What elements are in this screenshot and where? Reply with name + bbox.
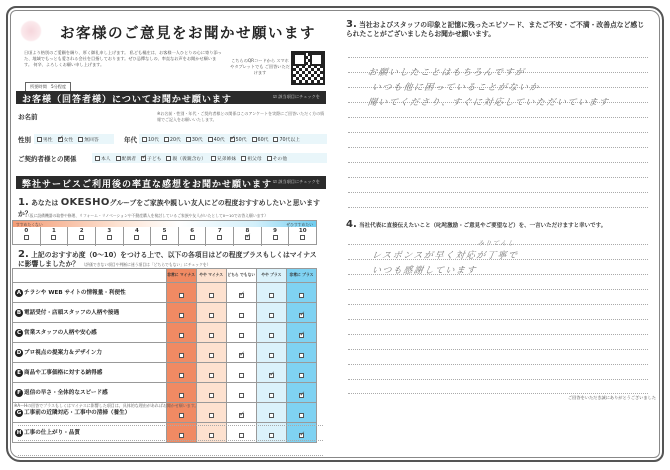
checkbox-checked[interactable] xyxy=(239,413,244,418)
checkbox[interactable] xyxy=(179,393,184,398)
q4-line[interactable] xyxy=(348,379,648,380)
score-option-5[interactable]: 5 xyxy=(151,227,179,246)
checkbox[interactable] xyxy=(299,413,304,418)
rating-cell[interactable] xyxy=(286,323,316,343)
rating-cell[interactable] xyxy=(256,323,286,343)
checkbox[interactable] xyxy=(209,353,214,358)
col-very-plus: 非常に プラス xyxy=(286,269,316,283)
q4-line[interactable] xyxy=(348,319,648,320)
item-label: G 工事前の近隣対応・工事中の清掃（養生） xyxy=(13,403,167,423)
relation-option-spouse[interactable]: 配偶者 xyxy=(116,155,136,162)
score-option-7[interactable]: 7 xyxy=(206,227,234,246)
checkbox[interactable] xyxy=(179,333,184,338)
letter-badge-icon: E xyxy=(15,369,23,377)
rating-cell[interactable] xyxy=(286,363,316,383)
rating-cell[interactable] xyxy=(286,303,316,323)
q4-line[interactable] xyxy=(348,393,648,394)
checkbox[interactable] xyxy=(179,293,184,298)
name-note: ※お名前・性別・年代・ご契約者様との関係はこのアンケートを実際にご回答いただく方の情報でご記入をお願いいたします。 xyxy=(157,111,325,122)
q3-line[interactable] xyxy=(348,192,648,193)
q4-handwriting-line-1: レスポンスが早く対応が丁寧で xyxy=(371,251,519,261)
relation-option-other[interactable]: その他 xyxy=(267,155,287,162)
score-option-2[interactable]: 2 xyxy=(68,227,96,246)
thank-you-note: ご回答をいただき誠にありがとうございました xyxy=(568,395,656,400)
checkbox[interactable] xyxy=(217,235,222,240)
score-option-8[interactable]: 8 ✓ xyxy=(234,227,262,246)
q3-line[interactable] xyxy=(348,132,648,133)
rating-cell[interactable] xyxy=(256,283,286,303)
rating-cell[interactable] xyxy=(226,343,256,363)
letter-badge-icon: C xyxy=(16,329,22,336)
intro-text: 日頃より格別のご愛顧を賜り、厚く御礼申し上げます。 私ども桶庄は、お客様一人ひとりの心に寄り添った、地域でもっとも愛される会社を目指しております。ぜひ忌憚なしの、率直なお声をお聞かせ願います。 何卒、よろしくお願い申し上げます。 xyxy=(24,50,222,68)
q3-line[interactable] xyxy=(348,177,648,178)
qr-code-icon[interactable] xyxy=(291,51,325,85)
rating-cell[interactable] xyxy=(196,383,226,403)
reason-line-1[interactable] xyxy=(18,425,323,426)
item-label: A チラシや WEB サイトの情報量・利便性 xyxy=(13,283,167,303)
q3-handwriting-line-1: お願いしたことはもちろんですが xyxy=(367,68,527,78)
checkbox-checked[interactable] xyxy=(230,137,235,142)
checkbox-checked[interactable] xyxy=(299,333,304,338)
checkbox[interactable] xyxy=(107,235,112,240)
reason-line-2[interactable] xyxy=(18,440,323,441)
q4-line[interactable] xyxy=(348,289,648,290)
check-note: ☑ 該当項目にチェックを xyxy=(273,179,320,185)
letter-badge-icon: F xyxy=(15,389,23,397)
rating-cell[interactable] xyxy=(166,283,196,303)
rating-cell[interactable] xyxy=(256,403,286,423)
col-minus: やや マイナス xyxy=(196,269,226,283)
checkbox[interactable] xyxy=(164,137,169,142)
age-option-30s[interactable]: 30代 xyxy=(186,136,203,143)
rating-cell[interactable] xyxy=(256,383,286,403)
matrix-header-row xyxy=(13,269,317,283)
checkbox[interactable] xyxy=(239,313,244,318)
rating-cell[interactable] xyxy=(166,303,196,323)
checkbox[interactable] xyxy=(239,393,244,398)
checkbox[interactable] xyxy=(209,293,214,298)
checkbox[interactable] xyxy=(24,235,29,240)
section-respondent-header xyxy=(16,91,326,104)
age-options xyxy=(139,134,327,144)
q2-subtext: （評価できない項目や判断に迷う項目は「どちらでもない」にチェックを） xyxy=(81,262,211,267)
checkbox[interactable] xyxy=(95,156,100,161)
checkbox[interactable] xyxy=(239,373,244,378)
q4-line[interactable] xyxy=(348,364,648,365)
checkbox[interactable] xyxy=(273,235,278,240)
table-row xyxy=(13,303,317,323)
recommend-score-scale xyxy=(12,220,317,245)
checkbox-checked[interactable] xyxy=(299,313,304,318)
rating-cell[interactable] xyxy=(196,303,226,323)
rating-cell[interactable] xyxy=(256,343,286,363)
checkbox[interactable] xyxy=(211,156,216,161)
q3-title: 3. 当社およびスタッフの印象と記憶に残ったエピソード、またご不安・ご不満・改善点など感じられたことがございましたらお聞かせ願います。 xyxy=(346,19,644,38)
checkbox[interactable] xyxy=(209,393,214,398)
q3-handwriting-line-3: 聞いてくださり、すぐに対応していただいています xyxy=(367,98,611,108)
rating-cell[interactable] xyxy=(166,323,196,343)
checkbox-checked[interactable] xyxy=(299,433,304,438)
letter-badge-icon: G xyxy=(16,409,22,416)
age-option-40s[interactable]: 40代 xyxy=(208,136,225,143)
checkbox[interactable] xyxy=(209,313,214,318)
checkbox[interactable] xyxy=(299,353,304,358)
q3-handwriting-line-2: いつも他に困っていることがないか xyxy=(371,83,541,93)
age-option-60s[interactable]: 60代 xyxy=(252,136,269,143)
relation-option-sibling[interactable]: 兄弟姉妹 xyxy=(211,155,236,162)
rating-cell[interactable] xyxy=(226,383,256,403)
q4-line[interactable] xyxy=(348,304,648,305)
score-option-0[interactable]: 0 xyxy=(13,227,41,246)
item-label: B 電話受付・店頭スタッフの人柄や接遇 xyxy=(13,303,167,323)
check-note: ☑ 該当項目にチェックを xyxy=(273,94,320,100)
relation-option-grandparent[interactable]: 祖父母 xyxy=(241,155,261,162)
letter-badge-icon: D xyxy=(16,349,22,356)
rating-cell[interactable] xyxy=(286,383,316,403)
gender-options xyxy=(34,134,114,144)
q4-title: 4. 当社代表に直接伝えたいこと（叱咤激励・ご意見やご要望など）を、一言いただけますと幸いです。 xyxy=(346,219,607,230)
brand-name: OKESHO xyxy=(60,197,110,208)
reason-line-3[interactable] xyxy=(18,455,323,456)
rating-cell[interactable] xyxy=(286,403,316,423)
influence-matrix xyxy=(12,268,317,443)
checkbox[interactable] xyxy=(209,373,214,378)
checkbox-checked[interactable] xyxy=(141,156,146,161)
rating-cell[interactable] xyxy=(226,303,256,323)
table-row xyxy=(13,323,317,343)
checkbox[interactable] xyxy=(179,413,184,418)
letter-badge-icon: H xyxy=(16,429,22,436)
checkbox[interactable] xyxy=(51,235,56,240)
q3-line[interactable] xyxy=(348,207,648,208)
checkbox-checked[interactable] xyxy=(58,137,63,142)
checkbox[interactable] xyxy=(269,293,274,298)
score-option-10[interactable]: 10 xyxy=(289,227,316,246)
qr-caption: こちらのQRコードから スマホやタブレットでも ご回答いただけます xyxy=(230,58,290,75)
relation-label: ご契約者様との関係 xyxy=(18,155,77,163)
rating-cell[interactable] xyxy=(166,383,196,403)
table-row xyxy=(13,343,317,363)
letter-badge-icon: B xyxy=(16,309,22,316)
gender-label: 性別 xyxy=(18,136,31,144)
checkbox-checked[interactable] xyxy=(239,353,244,358)
checkbox[interactable] xyxy=(239,333,244,338)
checkbox[interactable] xyxy=(299,293,304,298)
q2-title: 2. 上記のおすすめ度（0〜10）をつける上で、以下の各項目はどの程度プラスもしくはマイナスに影響しましたか？ （評価できない項目や判断に迷う項目は「どちらでもない」にチェックを） xyxy=(18,249,317,268)
checkbox[interactable] xyxy=(166,156,171,161)
name-label: お名前 xyxy=(18,113,38,121)
checkbox[interactable] xyxy=(239,433,244,438)
rating-cell[interactable] xyxy=(256,363,286,383)
duration-badge: 所要時間 5分程度 xyxy=(25,82,71,92)
item-label: E 商品や工事価格に対する納得感 xyxy=(13,363,167,383)
score-option-9[interactable]: 9 xyxy=(262,227,290,246)
age-option-70s-plus[interactable]: 70代以上 xyxy=(273,136,300,143)
checkbox-checked[interactable] xyxy=(269,373,274,378)
checkbox-checked[interactable] xyxy=(245,235,250,240)
age-option-50s[interactable]: ✓ 50代 xyxy=(230,136,247,143)
rating-cell[interactable] xyxy=(196,363,226,383)
checkbox[interactable] xyxy=(269,353,274,358)
item-label: C 営業スタッフの人柄や安心感 xyxy=(13,323,167,343)
relation-option-self[interactable]: 本人 xyxy=(95,155,111,162)
score-option-4[interactable]: 4 xyxy=(124,227,152,246)
checkbox[interactable] xyxy=(273,137,278,142)
item-label: F 返信の早さ・全体的なスピード感 xyxy=(13,383,167,403)
rating-cell[interactable] xyxy=(166,343,196,363)
item-label: H 工事の仕上がり・品質 xyxy=(13,423,167,443)
q3-line[interactable] xyxy=(348,147,648,148)
checkbox[interactable] xyxy=(300,235,305,240)
table-row xyxy=(13,383,317,403)
rating-cell[interactable] xyxy=(286,283,316,303)
checkbox[interactable] xyxy=(299,373,304,378)
section-service-header xyxy=(16,176,326,189)
checkbox[interactable] xyxy=(179,373,184,378)
q3-line[interactable] xyxy=(348,117,648,118)
q3-line[interactable] xyxy=(348,57,648,58)
table-row xyxy=(13,283,317,303)
age-label: 年代 xyxy=(124,136,137,144)
checkbox[interactable] xyxy=(116,156,121,161)
checkbox[interactable] xyxy=(252,137,257,142)
rating-cell[interactable] xyxy=(196,283,226,303)
rating-cell[interactable] xyxy=(226,283,256,303)
score-option-3[interactable]: 3 xyxy=(96,227,124,246)
checkbox[interactable] xyxy=(190,235,195,240)
checkbox-checked[interactable] xyxy=(239,293,244,298)
checkbox[interactable] xyxy=(208,137,213,142)
score-option-1[interactable]: 1 xyxy=(41,227,69,246)
checkbox[interactable] xyxy=(79,235,84,240)
checkbox[interactable] xyxy=(179,353,184,358)
relation-option-parent[interactable]: 親（義親含む） xyxy=(166,155,206,162)
checkbox[interactable] xyxy=(78,137,83,142)
age-option-10s[interactable]: 10代 xyxy=(142,136,159,143)
table-row xyxy=(13,363,317,383)
gender-option-no-answer[interactable]: 無回答 xyxy=(78,136,98,143)
checkbox[interactable] xyxy=(269,333,274,338)
gender-option-male[interactable]: 男性 xyxy=(37,136,53,143)
checkbox[interactable] xyxy=(134,235,139,240)
q2-footnote: ※A〜Hの回答でプラスもしくはマイナスに影響した項目は、具体的な理由があればお聞かせ願います。 xyxy=(14,403,199,408)
checkbox[interactable] xyxy=(209,333,214,338)
checkbox[interactable] xyxy=(269,313,274,318)
checkbox[interactable] xyxy=(37,137,42,142)
checkbox[interactable] xyxy=(179,313,184,318)
checkbox[interactable] xyxy=(269,393,274,398)
q4-line[interactable] xyxy=(348,334,648,335)
rating-cell[interactable] xyxy=(286,343,316,363)
checkbox[interactable] xyxy=(269,413,274,418)
stamp-icon xyxy=(20,20,42,42)
checkbox-checked[interactable] xyxy=(299,393,304,398)
checkbox[interactable] xyxy=(209,433,214,438)
checkbox[interactable] xyxy=(267,156,272,161)
section-title: 弊社サービスご利用後の率直な感想をお聞かせ願います xyxy=(22,180,273,190)
rating-cell[interactable] xyxy=(226,403,256,423)
score-high-label: ぜひすすめたい xyxy=(286,222,313,227)
q4-handwriting-line-2: いつも感謝しています xyxy=(371,266,478,276)
rating-cell[interactable] xyxy=(196,403,226,423)
section-title: お客様（回答者様）についてお聞かせ願います xyxy=(22,95,232,105)
gender-option-female[interactable]: ✓ 女性 xyxy=(58,136,74,143)
rating-cell[interactable] xyxy=(166,363,196,383)
col-neutral: どちら でもない xyxy=(226,269,256,283)
relation-options xyxy=(92,153,327,163)
col-very-minus: 非常に マイナス xyxy=(166,269,196,283)
checkbox[interactable] xyxy=(209,413,214,418)
q1-subtext: （仮に設備機器の取替や修理、リフォーム・リノベーションや不動産購入を検討しているご家族や友人がいたとして0〜10でお答え願います） xyxy=(26,213,269,218)
checkbox[interactable] xyxy=(186,137,191,142)
rating-cell[interactable] xyxy=(256,303,286,323)
checkbox[interactable] xyxy=(269,433,274,438)
checkbox[interactable] xyxy=(241,156,246,161)
letter-badge-icon: A xyxy=(16,289,22,296)
q4-line[interactable] xyxy=(348,349,648,350)
rating-cell[interactable] xyxy=(226,363,256,383)
q3-line[interactable] xyxy=(348,162,648,163)
item-label: D プロ視点の提案力＆デザイン力 xyxy=(13,343,167,363)
checkbox[interactable] xyxy=(162,235,167,240)
rating-cell[interactable] xyxy=(196,343,226,363)
rating-cell[interactable] xyxy=(196,323,226,343)
score-option-6[interactable]: 6 xyxy=(179,227,207,246)
age-option-20s[interactable]: 20代 xyxy=(164,136,181,143)
checkbox[interactable] xyxy=(142,137,147,142)
relation-option-child[interactable]: ✓ 子ども xyxy=(141,155,161,162)
q1-title: 1. あなたは OKESHOグループをご家族や親しい友人にどの程度おすすめしたいと思いますか？ xyxy=(18,197,320,218)
checkbox[interactable] xyxy=(179,433,184,438)
page-title: お客様のご意見をお聞かせ願います xyxy=(60,26,316,42)
q4-handwriting-annotation: みりてんし xyxy=(477,240,516,247)
rating-cell[interactable] xyxy=(226,323,256,343)
score-low-label: すすめたくない xyxy=(16,222,43,227)
col-plus: やや プラス xyxy=(256,269,286,283)
